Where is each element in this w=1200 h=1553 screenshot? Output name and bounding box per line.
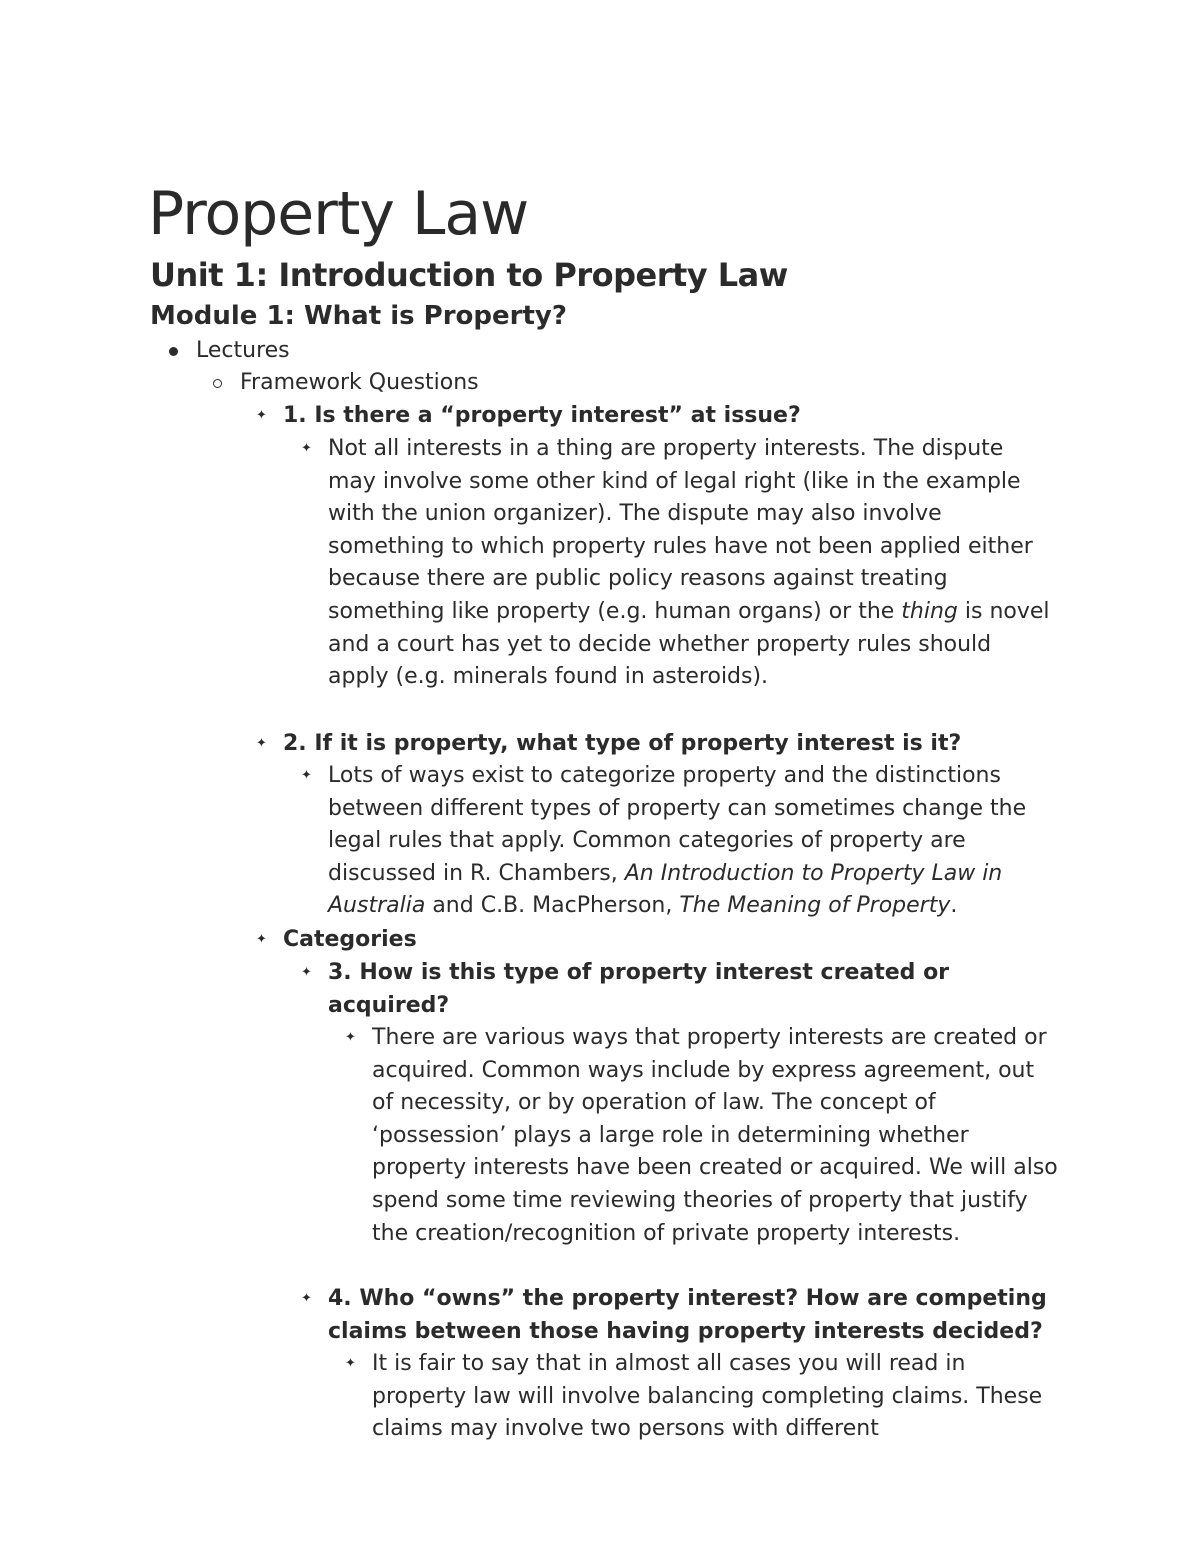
question-label: 2. If it is property, what type of property interest is it? — [283, 731, 962, 756]
star-bullet-icon: ✦ — [345, 1356, 356, 1371]
list-item-question-3 — [301, 957, 978, 1022]
list-item-label: Framework Questions — [240, 370, 479, 395]
star-bullet-icon: ✦ — [256, 736, 267, 751]
list-item-question-4 — [301, 1283, 1058, 1348]
star-bullet-icon: ✦ — [301, 965, 312, 980]
list-item-question-1 — [256, 400, 1083, 433]
list-item-question-1-body — [301, 433, 1056, 694]
star-bullet-icon: ✦ — [301, 768, 312, 783]
list-item-question-2 — [256, 728, 1083, 761]
star-bullet-icon: ✦ — [301, 1291, 312, 1306]
bullet-dot-icon — [169, 347, 178, 356]
question-label: 3. How is this type of property interest created or acquired? — [328, 960, 950, 1018]
list-item-question-3-body — [345, 1022, 1062, 1250]
list-item-label: Categories — [283, 927, 417, 952]
paragraph: There are various ways that property interests are created or acquired. Common ways include by express agreement, out of necessity, or by operation of law. The concept of ‘possession’ plays a large role in determining whether property interests have been created or acquired. We will also spend some time reviewing theories of property that justify the creation/recognition of private property interests. — [372, 1025, 1058, 1246]
document-title: Property Law — [148, 179, 529, 249]
paragraph: It is fair to say that in almost all cases you will read in property law will involve balancing completing claims. These claims may involve two persons with different — [372, 1351, 1043, 1442]
list-item-lectures — [196, 335, 1096, 368]
list-item-label: Lectures — [196, 338, 290, 363]
unit-heading: Unit 1: Introduction to Property Law — [150, 256, 788, 294]
bullet-circle-icon — [213, 379, 222, 388]
star-bullet-icon: ✦ — [301, 441, 312, 456]
star-bullet-icon: ✦ — [345, 1030, 356, 1045]
star-bullet-icon: ✦ — [256, 408, 267, 423]
question-label: 1. Is there a “property interest” at issue? — [283, 403, 801, 428]
paragraph: Not all interests in a thing are property interests. The dispute may involve some other kind of legal right (like in the example with the union organizer). The dispute may also involve something to which property rules have not been applied either because there are public policy reasons against treating something like property (e.g. human organs) or the thing is novel and a court has yet to decide whether property rules should apply (e.g. minerals found in asteroids). — [328, 436, 1050, 690]
paragraph: Lots of ways exist to categorize property and the distinctions between different types of property can sometimes change the legal rules that apply. Common categories of property are discussed in R. Chambers, An Introduction to Property Law in Australia and C.B. MacPherson, The Meaning of Property. — [328, 763, 1027, 919]
list-item-framework-questions — [240, 367, 1100, 400]
module-heading: Module 1: What is Property? — [150, 301, 567, 331]
question-label: 4. Who “owns” the property interest? How are competing claims between those having property interests decided? — [328, 1286, 1047, 1344]
list-item-question-4-body — [345, 1348, 1062, 1446]
list-item-categories — [256, 924, 1083, 957]
star-bullet-icon: ✦ — [256, 932, 267, 947]
list-item-question-2-body — [301, 760, 1056, 923]
